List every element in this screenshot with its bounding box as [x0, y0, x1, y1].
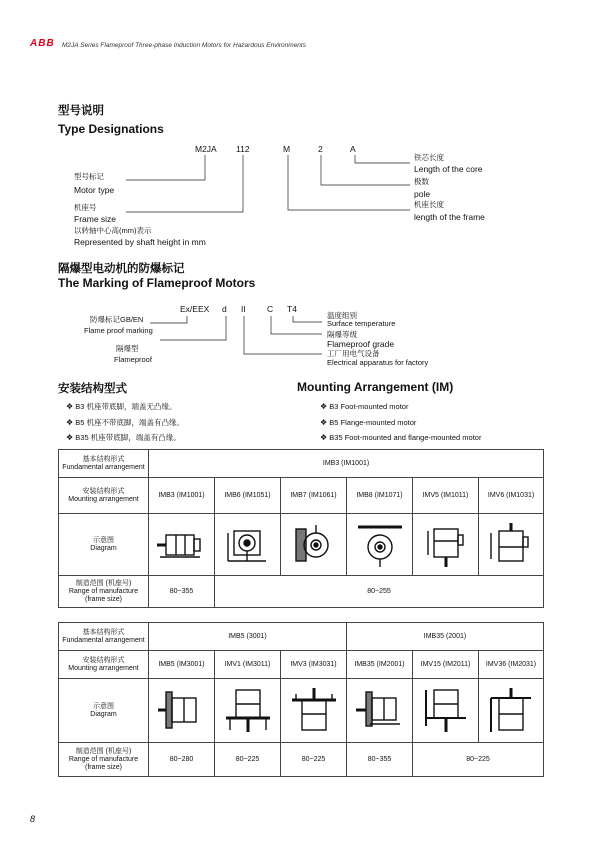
frame-length-cn: 机座长度 — [414, 200, 444, 209]
code-c: C — [267, 304, 274, 314]
diagram-imb35 — [347, 679, 413, 743]
arrangement-imv5: IMV5 (IM1011) — [413, 478, 479, 514]
type-designations-title-cn: 型号说明 — [58, 105, 104, 117]
temp-group-cn: 温度组别 — [327, 311, 357, 320]
diagram-imv36 — [479, 679, 544, 743]
motor-type-en: Motor type — [74, 185, 115, 195]
row-label-fundamental: 基本结构形式 Fundamental arrangement — [59, 623, 149, 651]
diagram-imv15 — [413, 679, 479, 743]
factory-apparatus-en: Electrical apparatus for factory — [327, 358, 429, 367]
arrangement-imv36: IMV36 (IM2031) — [479, 651, 544, 679]
fundamental-imb3: IMB3 (IM1001) — [149, 450, 544, 478]
core-length-en: Length of the core — [414, 164, 483, 174]
arrangement-imv1: IMV1 (IM3011) — [215, 651, 281, 679]
arrangement-imb5: IMB5 (IM3001) — [149, 651, 215, 679]
diagram-imv6 — [479, 514, 544, 576]
mounting-table-1 — [58, 449, 544, 608]
range-imv15-imv36: 80~225 — [413, 743, 544, 777]
fundamental-imb5: IMB5 (3001) — [149, 623, 347, 651]
row-label-range: 制造范围 (机座号) Range of manufacture (frame size) — [59, 576, 149, 608]
bullet-cn-b3: ❖ B3 机座带底脚，端盖无凸缘。 — [66, 402, 177, 411]
flameproof-grade-en: Flameproof grade — [327, 339, 395, 349]
code-ii: II — [241, 304, 246, 314]
range-imv1: 80~225 — [215, 743, 281, 777]
abb-logo: ABB — [30, 38, 55, 49]
pole-en: pole — [414, 189, 431, 199]
temp-group-en: Surface temperature — [327, 319, 396, 328]
flameproof-marking-cn: 防爆标记GB/EN — [90, 315, 144, 324]
mounting-title-cn: 安装结构型式 — [58, 383, 127, 395]
arrangement-imv3: IMV3 (IM3031) — [281, 651, 347, 679]
diagram-imb6 — [215, 514, 281, 576]
arrangement-imb35: IMB35 (IM2001) — [347, 651, 413, 679]
range-imb3: 80~355 — [149, 576, 215, 608]
marking-title-cn: 隔爆型电动机的防爆标记 — [58, 263, 185, 275]
arrangement-imv6: IMV6 (IM1031) — [479, 478, 544, 514]
diagram-imb5 — [149, 679, 215, 743]
diagram-imv5 — [413, 514, 479, 576]
diagram-imv3 — [281, 679, 347, 743]
code-ex: Ex/EEX — [180, 304, 210, 314]
pole-cn: 极数 — [414, 177, 429, 186]
code-t4: T4 — [287, 304, 297, 314]
row-label-mounting: 安装结构形式 Mounting arrangement — [59, 478, 149, 514]
flameproof-type-en: Flameproof — [114, 355, 152, 364]
code-m2ja: M2JA — [195, 144, 217, 154]
shaft-height-en: Represented by shaft height in mm — [74, 237, 206, 247]
shaft-height-cn: 以转轴中心高(mm)表示 — [74, 226, 152, 235]
code-a: A — [350, 144, 356, 154]
diagram-imb7 — [281, 514, 347, 576]
marking-title-en: The Marking of Flameproof Motors — [58, 276, 256, 290]
arrangement-imb8: IMB8 (IM1071) — [347, 478, 413, 514]
range-imb5: 80~280 — [149, 743, 215, 777]
motor-type-cn: 型号标记 — [74, 172, 104, 181]
bullet-en-b3: ❖ B3 Foot-mounted motor — [320, 402, 409, 411]
page-number: 8 — [30, 814, 36, 824]
bullet-en-b35: ❖ B35 Foot-mounted and flange-mounted motor — [320, 433, 482, 442]
mounting-table-2 — [58, 622, 544, 777]
row-label-diagram: 示意图 Diagram — [59, 514, 149, 576]
range-imb35: 80~355 — [347, 743, 413, 777]
frame-size-cn: 机座号 — [74, 203, 97, 212]
arrangement-imb3: IMB3 (IM1001) — [149, 478, 215, 514]
arrangement-imb6: IMB6 (IM1051) — [215, 478, 281, 514]
bullet-cn-b5: ❖ B5 机座不带底脚，端盖有凸缘。 — [66, 418, 185, 427]
diagram-imb8 — [347, 514, 413, 576]
diagram-imv1 — [215, 679, 281, 743]
header-title: M2JA Series Flameproof Three-phase Induction Motors for Hazardous Environments — [62, 42, 306, 49]
code-d: d — [222, 304, 227, 314]
code-112: 112 — [236, 144, 250, 154]
bullet-cn-b35: ❖ B35 机座带底脚，端盖有凸缘。 — [66, 433, 181, 442]
frame-length-en: length of the frame — [414, 212, 485, 222]
row-label-mounting: 安装结构形式 Mounting arrangement — [59, 651, 149, 679]
factory-apparatus-cn: 工厂用电气设备 — [327, 349, 380, 358]
row-label-range: 制造范围 (机座号) Range of manufacture (frame size) — [59, 743, 149, 777]
mounting-title-en: Mounting Arrangement (IM) — [297, 380, 454, 394]
arrangement-imb7: IMB7 (IM1061) — [281, 478, 347, 514]
type-designations-title-en: Type Designations — [58, 122, 164, 136]
range-imv3: 80~225 — [281, 743, 347, 777]
code-2: 2 — [318, 144, 323, 154]
code-m: M — [283, 144, 291, 154]
flameproof-type-cn: 隔爆型 — [116, 344, 139, 353]
flameproof-grade-cn: 隔爆等级 — [327, 330, 357, 339]
frame-size-en: Frame size — [74, 214, 117, 224]
row-label-fundamental: 基本结构形式 Fundamental arrangement — [59, 450, 149, 478]
fundamental-imb35: IMB35 (2001) — [347, 623, 544, 651]
flameproof-marking-en: Flame proof marking — [84, 326, 153, 335]
arrangement-imv15: IMV15 (IM2011) — [413, 651, 479, 679]
bullet-en-b5: ❖ B5 Flange-mounted motor — [320, 418, 417, 427]
row-label-diagram: 示意图 Diagram — [59, 679, 149, 743]
diagram-imb3 — [149, 514, 215, 576]
range-others: 80~255 — [215, 576, 544, 608]
core-length-cn: 铁芯长度 — [414, 153, 444, 162]
